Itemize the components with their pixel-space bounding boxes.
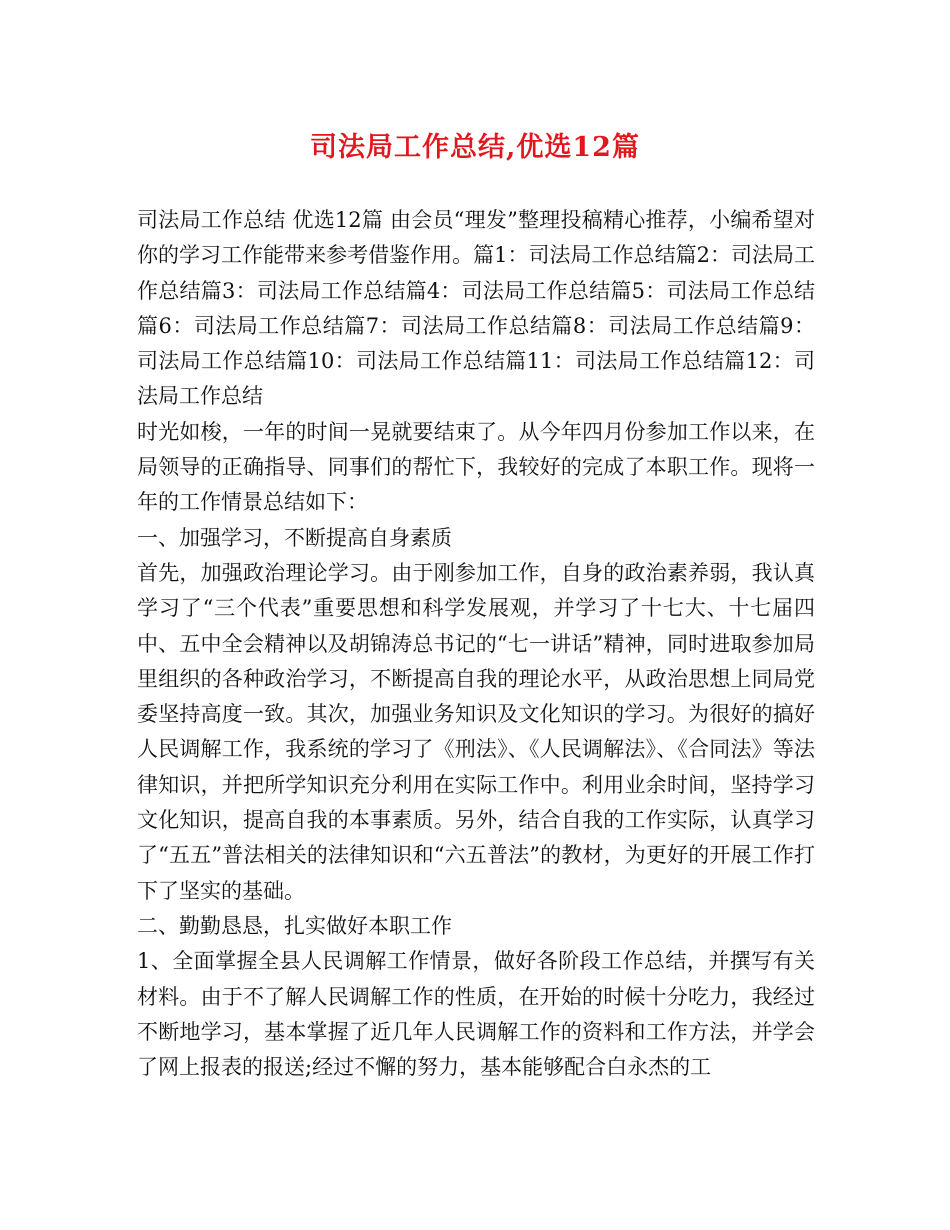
study-paragraph: 首先，加强政治理论学习。由于刚参加工作，自身的政治素养弱，我认真学习了“三个代表”重要思想和科学发展观，并学习了十七大、十七届四中、五中全会精神以及胡锦涛总书记的“七一讲话”精神，同时进取参加局里组织的各种政治学习，不断提高自我的理论水平，从政治思想上同局党委坚持高度一致。其次，加强业务知识及文化知识的学习。为很好的搞好人民调解工作，我系统的学习了《刑法》、《人民调解法》、《合同法》等法律知识，并把所学知识充分利用在实际工作中。利用业余时间，坚持学习文化知识，提高自我的本事素质。另外，结合自我的工作实际，认真学习了“五五”普法相关的法律知识和“六五普法”的教材，为更好的开展工作打下了坚实的基础。: [137, 560, 815, 903]
section-heading-study: 一、加强学习，不断提高自身素质: [137, 525, 452, 550]
intro-paragraph: 司法局工作总结 优选12篇 由会员“理发”整理投稿精心推荐，小编希望对你的学习工作能带来参考借鉴作用。篇1：司法局工作总结篇2：司法局工作总结篇3：司法局工作总结篇4：司法局工作总结篇5：司法局工作总结篇6：司法局工作总结篇7：司法局工作总结篇8：司法局工作总结篇9：司法局工作总结篇10：司法局工作总结篇11：司法局工作总结篇12：司法局工作总结: [137, 208, 815, 409]
work-paragraph: 1、全面掌握全县人民调解工作情景，做好各阶段工作总结，并撰写有关材料。由于不了解人民调解工作的性质，在开始的时候十分吃力，我经过不断地学习，基本掌握了近几年人民调解工作的资料和工作方法，并学会了网上报表的报送;经过不懈的努力，基本能够配合白永杰的工: [137, 949, 815, 1080]
document-body: [137, 203, 815, 1085]
section-heading-work: 二、勤勤恳恳，扎实做好本职工作: [137, 913, 452, 938]
opening-paragraph: 时光如梭，一年的时间一晃就要结束了。从今年四月份参加工作以来，在局领导的正确指导、同事们的帮忙下，我较好的完成了本职工作。现将一年的工作情景总结如下：: [137, 419, 815, 515]
document-title: 司法局工作总结,优选12篇: [310, 132, 640, 163]
